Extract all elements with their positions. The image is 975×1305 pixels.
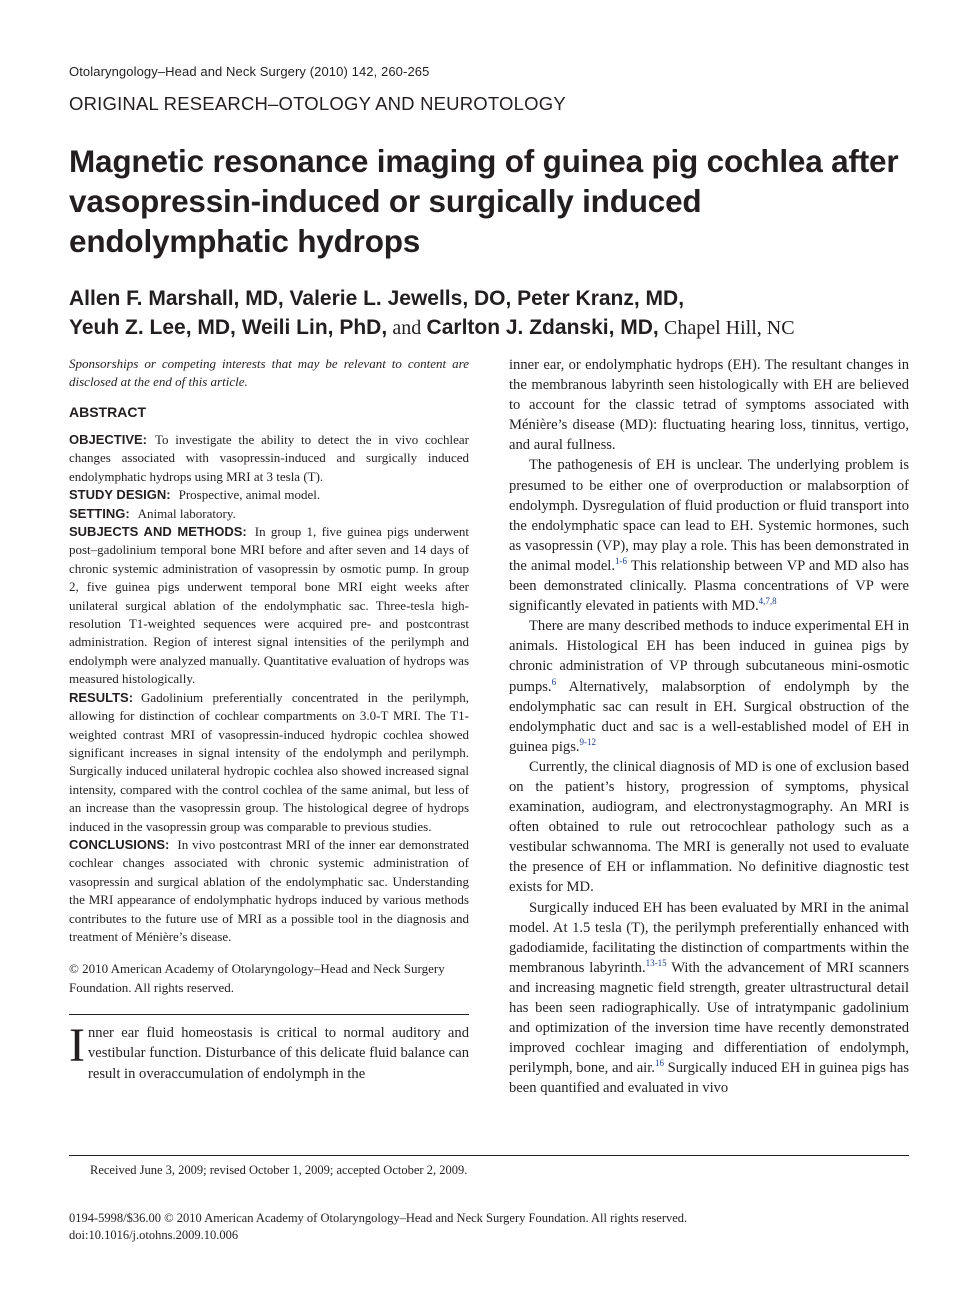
abstract-text: Gadolinium preferentially concentrated in the perilymph, allowing for distinction of cochlear compartments on 3.0-T MRI. The T1-weighted contrast MRI of vasopressin-induced hydropic cochlea showed significant increases in signal intensity of the endolymph and perilymph. Surgically induced unilateral hydropic cochlea also showed increased signal intensity, compared with the control cochlea of the same animal, but less of an increase than the vasopressin group. The histological degree of hydrops induced in the vasopressin group was comparable to previous studies. bbox=[69, 689, 469, 834]
body-paragraph: Currently, the clinical diagnosis of MD is one of exclusion based on the patient’s history, progression of symptoms, physical examination, audiogram, and electronystagmography. An MRI is often obtained to rule out retrocochlear pathology such as a vestibular schwannoma. The MRI is generally not used to evaluate the presence of EH or inflammation. No definitive diagnostic test exists for MD. bbox=[509, 758, 909, 896]
abstract-objective bbox=[69, 431, 469, 486]
drop-cap: I bbox=[69, 1019, 85, 1073]
authors-and: and bbox=[392, 317, 422, 339]
section-heading: ORIGINAL RESEARCH–OTOLOGY AND NEUROTOLOGY bbox=[69, 93, 566, 114]
authors-last: Carlton J. Zdanski, MD, bbox=[426, 316, 659, 339]
abstract-text: Animal laboratory. bbox=[137, 505, 236, 521]
footer-divider bbox=[69, 1155, 909, 1156]
authors-line-2 bbox=[69, 313, 929, 342]
abstract-heading: ABSTRACT bbox=[69, 404, 146, 420]
abstract-label: CONCLUSIONS: bbox=[69, 836, 170, 852]
abstract-label: OBJECTIVE: bbox=[69, 432, 148, 447]
authors-line-1: Allen F. Marshall, MD, Valerie L. Jewells, DO, Peter Kranz, MD, bbox=[69, 287, 685, 310]
citation-ref[interactable]: 1-6 bbox=[615, 556, 628, 567]
abstract-methods bbox=[69, 523, 469, 689]
left-column bbox=[69, 355, 469, 1084]
author-location: Chapel Hill, NC bbox=[664, 317, 795, 339]
sponsorship-note: Sponsorships or competing interests that may be relevant to content are disclosed at the end of this article. bbox=[69, 356, 469, 389]
body-text: This relationship between VP and MD also has been demonstrated clinically. Plasma concentrations of VP were significantly elevated in patients with MD. bbox=[509, 557, 909, 615]
author-list bbox=[69, 285, 929, 342]
body-paragraph bbox=[509, 616, 909, 757]
abstract-label: SUBJECTS AND METHODS: bbox=[69, 524, 247, 540]
abstract-text: Prospective, animal model. bbox=[178, 487, 321, 503]
body-text: There are many described methods to induce experimental EH in animals. Histological EH has been induced in guinea pigs by chronic administration of VP through subcutaneous mini-osmotic pumps. bbox=[509, 618, 909, 695]
abstract-study-design bbox=[69, 486, 469, 504]
issn-copyright: 0194-5998/$36.00 © 2010 American Academy of Otolaryngology–Head and Neck Surgery Foundation. All rights reserved. bbox=[69, 1211, 688, 1225]
citation-ref[interactable]: 4,7,8 bbox=[758, 596, 777, 607]
intro-paragraph bbox=[69, 1019, 469, 1084]
abstract-setting bbox=[69, 505, 469, 523]
body-paragraph: inner ear, or endolymphatic hydrops (EH). The resultant changes in the membranous labyrinth seen histologically with EH are believed to account for the classic tetrad of symptoms associated with Ménière’s disease (MD): fluctuating hearing loss, tinnitus, vertigo, and aural fullness. bbox=[509, 357, 909, 454]
article-title: Magnetic resonance imaging of guinea pig cochlea after vasopressin-induced or surgically induced endolymphatic hydrops bbox=[69, 143, 899, 259]
abstract-copyright: © 2010 American Academy of Otolaryngology–Head and Neck Surgery Foundation. All rights reserved. bbox=[69, 961, 445, 995]
body-paragraph bbox=[509, 898, 909, 1099]
abstract-label: STUDY DESIGN: bbox=[69, 487, 171, 503]
abstract-text: To investigate the ability to detect the in vivo cochlear changes associated with vasopressin-induced and surgically induced endolymphatic hydrops using MRI at 3 tesla (T). bbox=[69, 432, 469, 484]
authors-names: Yeuh Z. Lee, MD, Weili Lin, PhD, bbox=[69, 316, 388, 339]
abstract-conclusions bbox=[69, 836, 469, 946]
body-text: Surgically induced EH in guinea pigs has been quantified and evaluated in vivo bbox=[509, 1060, 909, 1097]
body-paragraph bbox=[509, 455, 909, 616]
abstract-text: In group 1, five guinea pigs underwent post–gadolinium temporal bone MRI before and after seven and 14 days of chronic systemic administration of vasopressin by osmotic pump. In group 2, five guinea pigs underwent temporal bone MRI eight weeks after unilateral surgical ablation of the endolymphatic sac. Three-tesla high-resolution T1-weighted sequences were acquired pre- and postcontrast administration. Region of interest signal intensities of the perilymph and endolymph were analyzed manually. Quantitative evaluation of hydrops was measured histologically. bbox=[69, 524, 469, 687]
citation-ref[interactable]: 6 bbox=[551, 676, 557, 687]
abstract-text: In vivo postcontrast MRI of the inner ear demonstrated cochlear changes associated with chronic systemic administration of vasopressin and surgical ablation of the endolymphatic sac. Understanding the MRI appearance of endolymphatic hydrops induced by various methods contributes to the future use of MRI as a possible tool in the diagnosis and treatment of Ménière’s disease. bbox=[69, 836, 469, 944]
journal-citation: Otolaryngology–Head and Neck Surgery (2010) 142, 260-265 bbox=[69, 64, 430, 79]
citation-ref[interactable]: 16 bbox=[654, 1058, 664, 1069]
abstract-label: SETTING: bbox=[69, 505, 130, 521]
body-text: The pathogenesis of EH is unclear. The underlying problem is presumed to be either one of overproduction or malabsorption of endolymph. Dysregulation of fluid production or fluid transport into the endolymphatic space can lead to EH. Systemic hormones, such as vasopressin (VP), may play a role. This has been demonstrated in the animal model. bbox=[509, 457, 909, 574]
received-dates: Received June 3, 2009; revised October 1, 2009; accepted October 2, 2009. bbox=[90, 1163, 468, 1177]
abstract-results bbox=[69, 689, 469, 836]
citation-ref[interactable]: 9-12 bbox=[579, 736, 597, 747]
body-text: Surgically induced EH has been evaluated by MRI in the animal model. At 1.5 tesla (T), the perilymph preferentially enhanced with gadodiamide, facilitating the distinction of compartments within the membranous labyrinth. bbox=[509, 899, 909, 976]
doi-link[interactable]: doi:10.1016/j.otohns.2009.10.006 bbox=[69, 1228, 239, 1242]
citation-ref[interactable]: 13-15 bbox=[645, 957, 667, 968]
intro-text: nner ear fluid homeostasis is critical to normal auditory and vestibular function. Disturbance of this delicate fluid balance can result in overaccumulation of endolymph in the bbox=[87, 1025, 469, 1082]
abstract-divider bbox=[69, 1014, 469, 1015]
right-column bbox=[509, 355, 909, 1098]
body-text: With the advancement of MRI scanners and increasing magnetic field strength, greater ultrastructural detail has been seen radiographically. Use of intratympanic gadolinium and optimization of the inversion time have recently demonstrated improved cochlear imaging and differentiation of endolymph, perilymph, bone, and air. bbox=[509, 959, 909, 1077]
body-text: Alternatively, malabsorption of endolymph by the endolymphatic sac can result in EH. Surgical obstruction of the endolymphatic duct and sac is a well-established model of EH in guinea pigs. bbox=[509, 678, 909, 755]
abstract-label: RESULTS: bbox=[69, 689, 134, 705]
